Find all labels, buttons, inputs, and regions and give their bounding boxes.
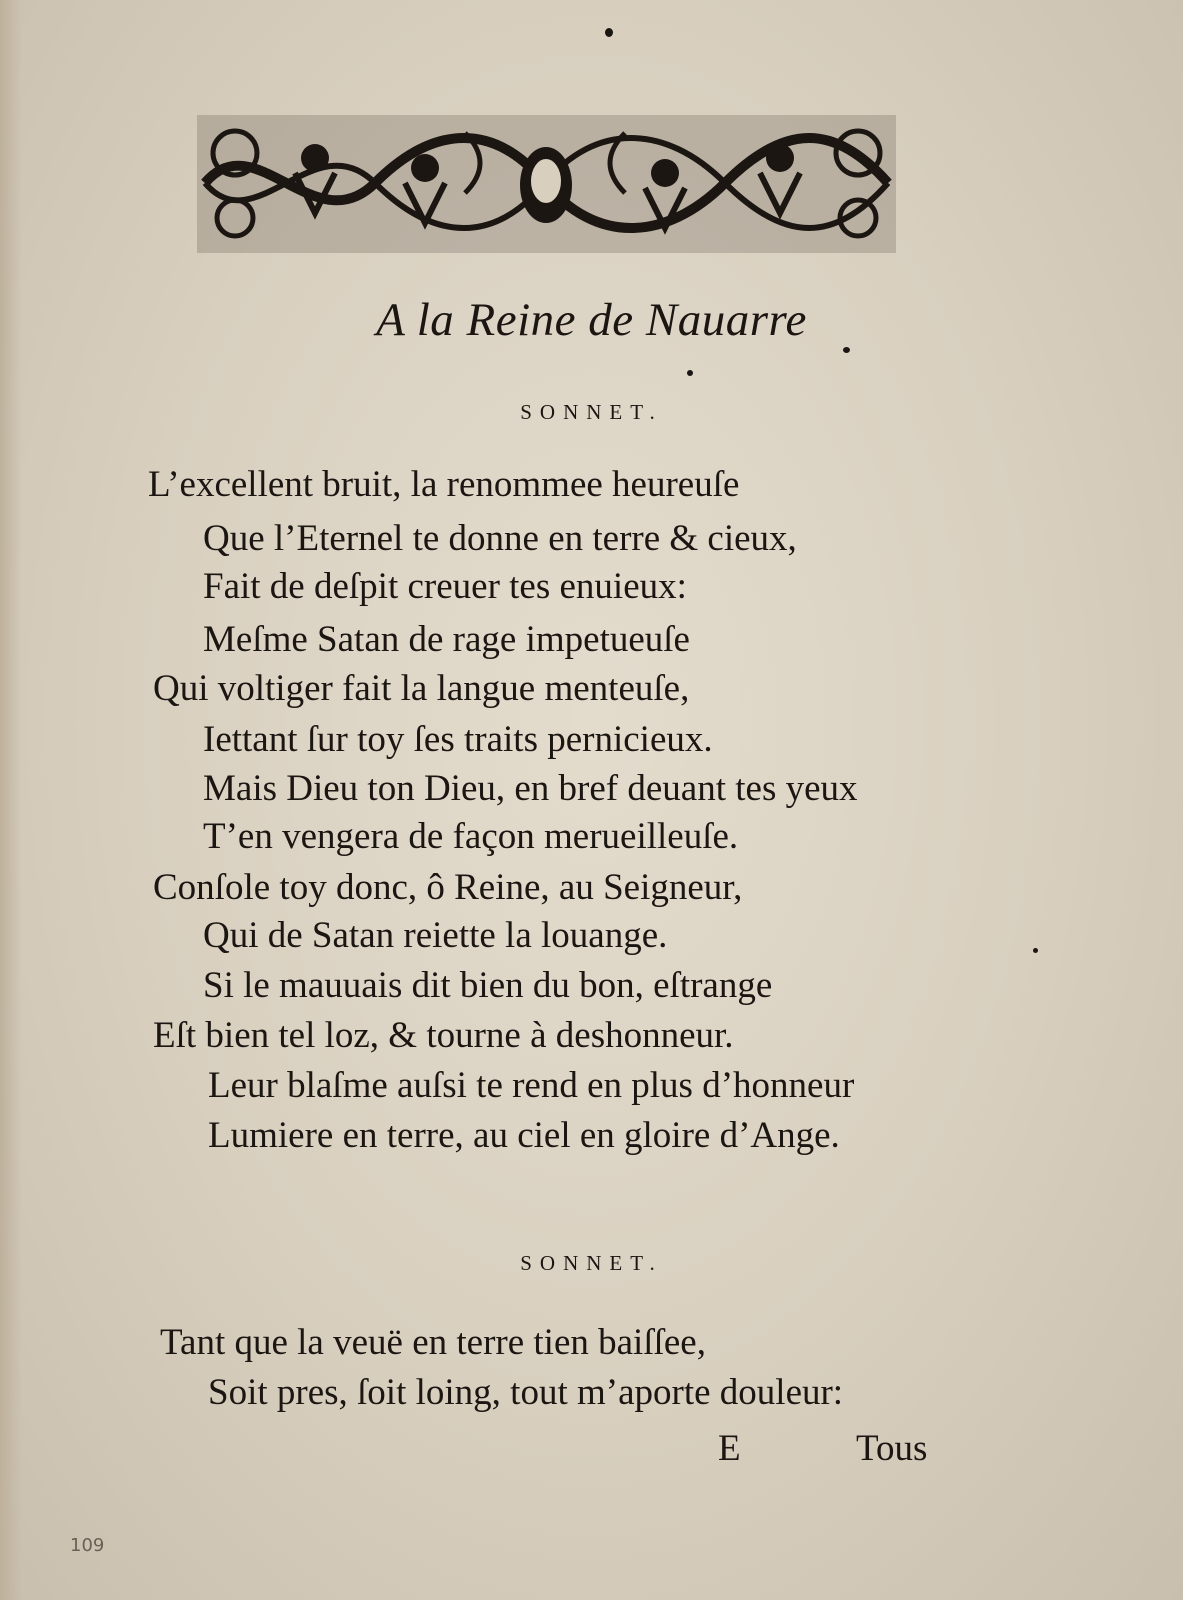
ink-spot [605,28,613,37]
verse-line: Eſt bien tel loz, & tourne à deshonneur. [153,1015,734,1056]
verse-line: Si le mauuais dit bien du bon, eſtrange [203,965,773,1006]
verse-line: L’excellent bruit, la renommee heureuſe [148,464,740,505]
verse-line: Que l’Eternel te donne en terre & cieux, [203,518,797,559]
pencil-folio-note: 109 [70,1535,105,1556]
catchword: Tous [856,1428,928,1469]
ink-spot [843,347,850,353]
verse-line: Conſole toy donc, ô Reine, au Seigneur, [153,867,743,908]
verse-line: Qui de Satan reiette la louange. [203,915,668,956]
ink-spot [1033,948,1038,953]
verse-line: Leur blaſme auſsi te rend en plus d’honneur [208,1065,855,1106]
verse-line: Mais Dieu ton Dieu, en bref deuant tes yeux [203,768,858,809]
verse-line: T’en vengera de façon merueilleuſe. [203,816,739,857]
section-heading-1: SONNET. [520,400,663,424]
section-heading-2: SONNET. [520,1251,663,1275]
poem-title: A la Reine de Nauarre [376,294,807,346]
headpiece-ornament [195,113,898,255]
verse-line: Tant que la veuë en terre tien baiſſee, [160,1322,706,1363]
signature-mark: E [718,1428,741,1469]
verse-line: Soit pres, ſoit loing, tout m’aporte douleur: [208,1372,844,1413]
verse-line: Iettant ſur toy ſes traits pernicieux. [203,719,713,760]
verse-line: Qui voltiger fait la langue menteuſe, [153,668,690,709]
ink-spot [687,370,693,376]
verse-line: Lumiere en terre, au ciel en gloire d’Ange. [208,1115,840,1156]
verse-line: Meſme Satan de rage impetueuſe [203,619,690,660]
verse-line: Fait de deſpit creuer tes enuieux: [203,566,687,607]
